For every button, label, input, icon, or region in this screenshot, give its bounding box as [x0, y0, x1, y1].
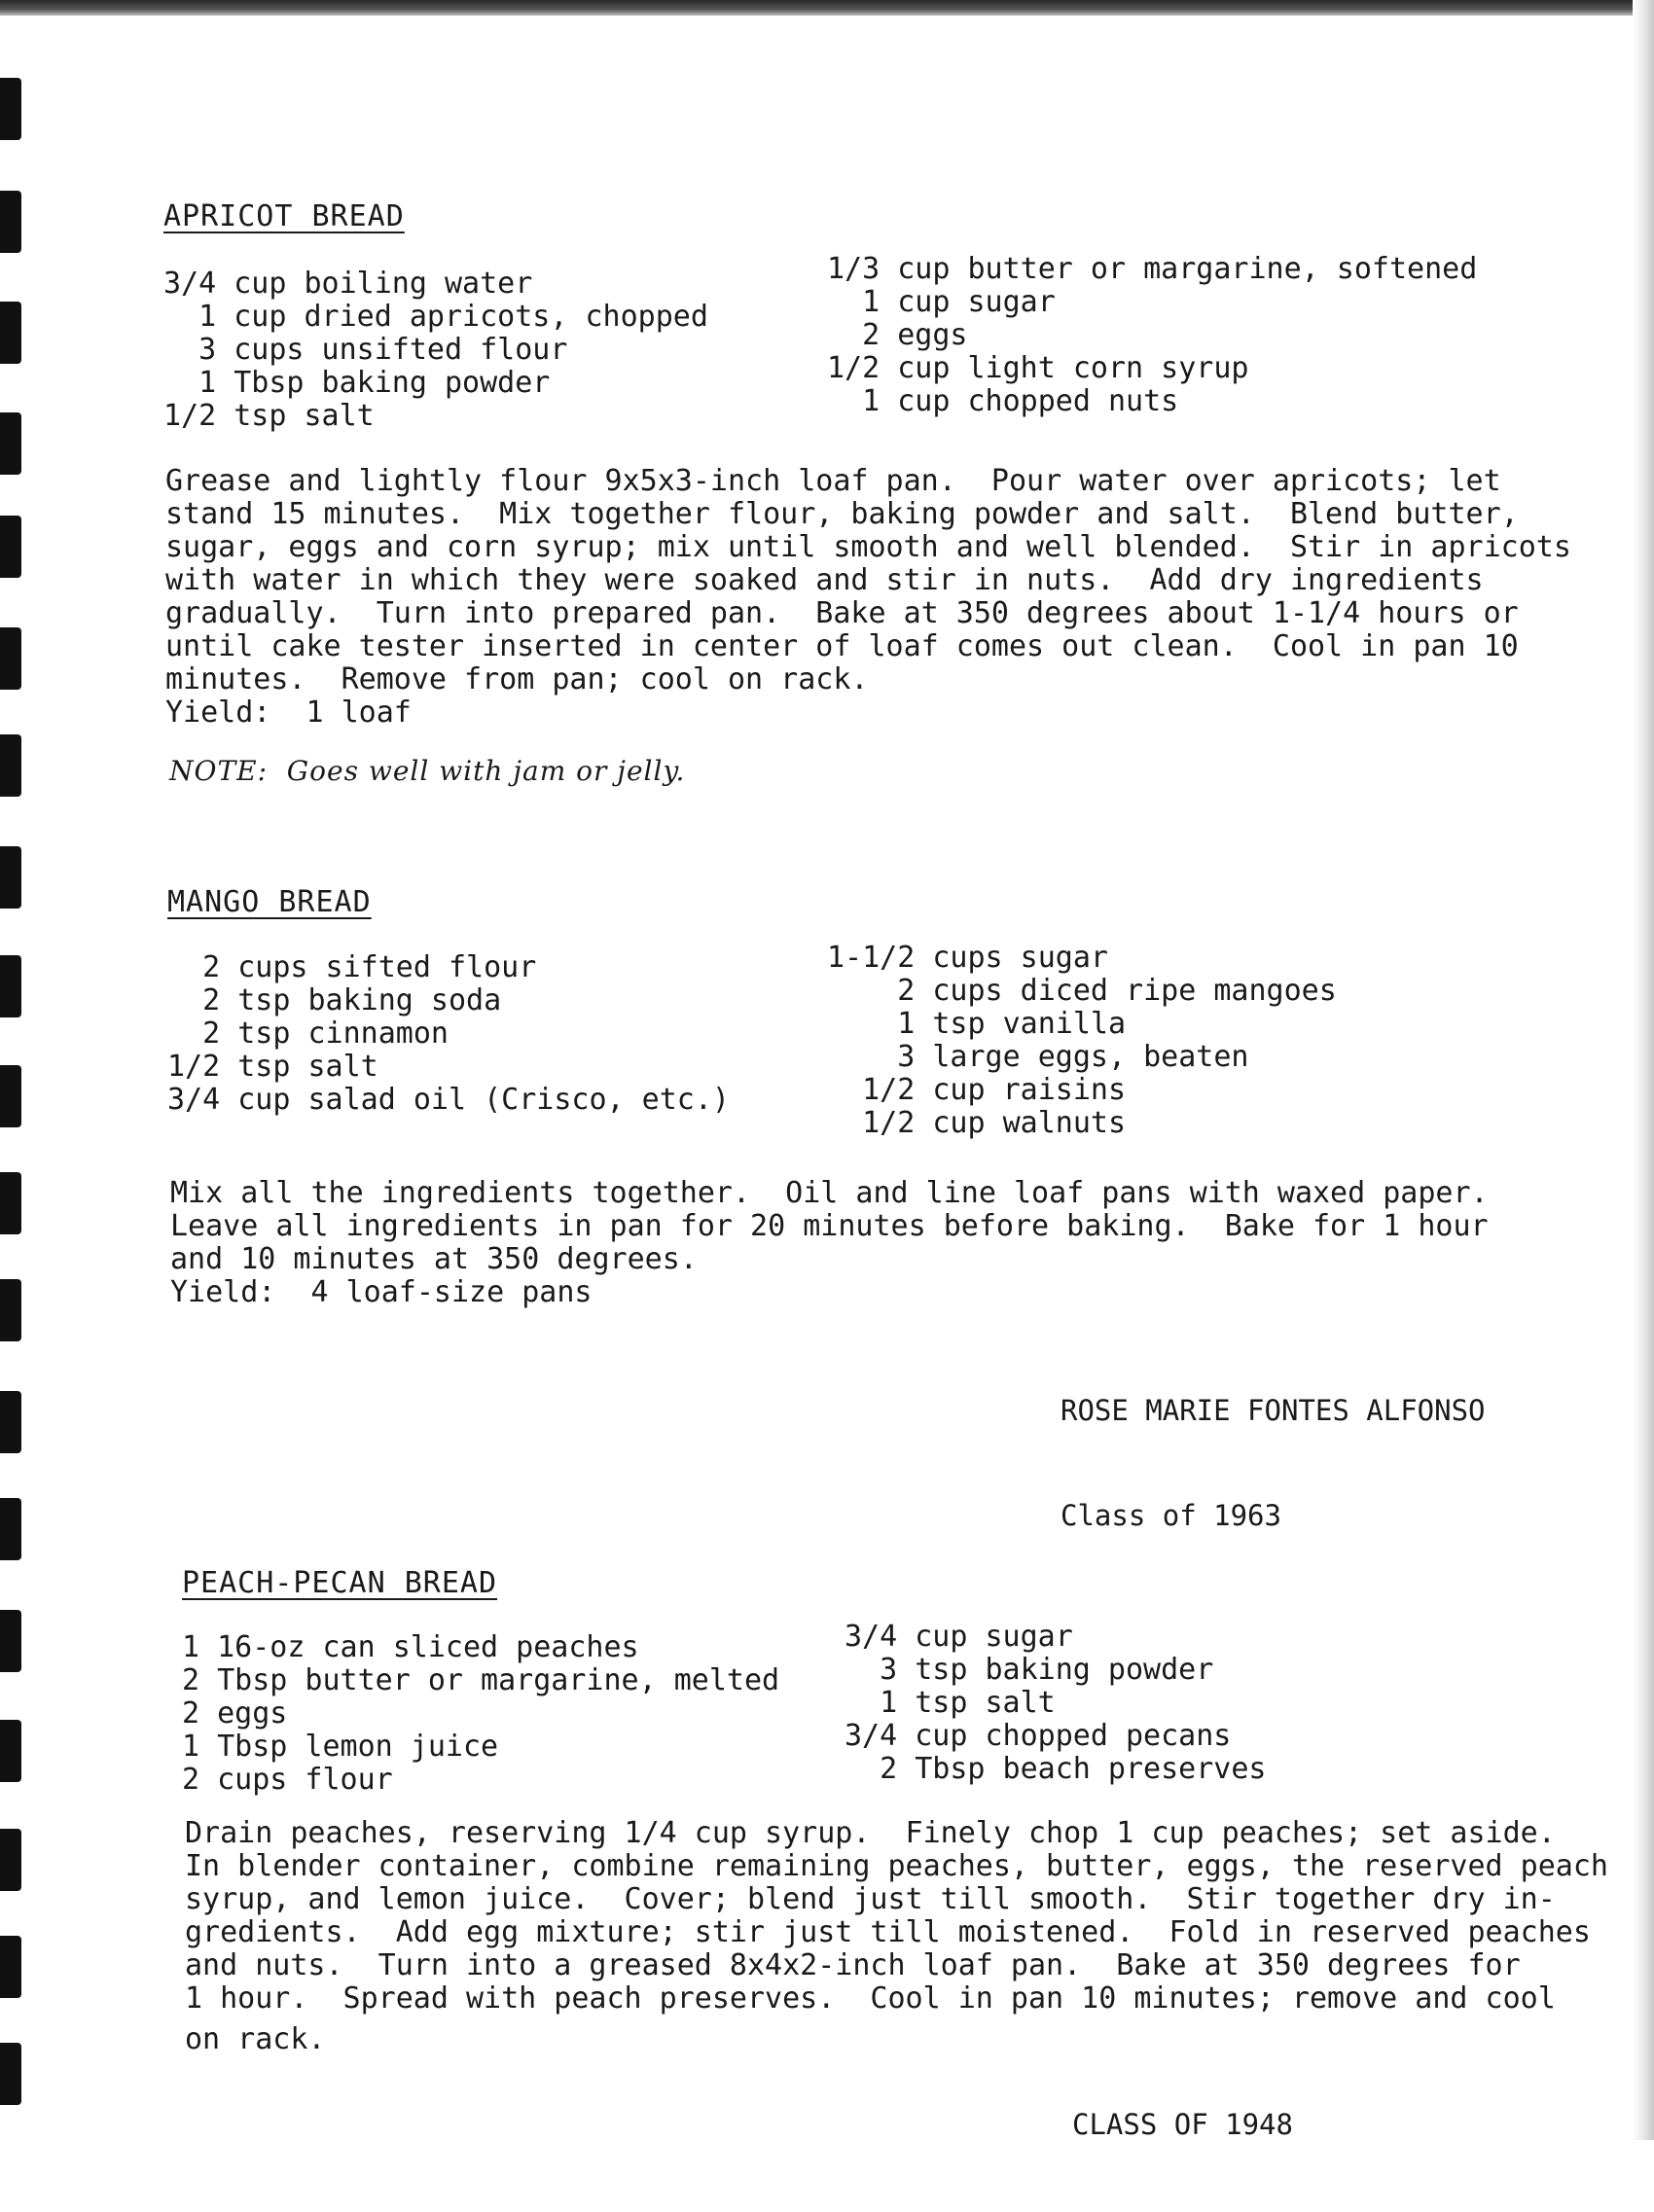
recipe-credit: [1061, 1323, 1486, 1603]
ingredient: 1 cup sugar: [827, 285, 1056, 319]
ingredient: 2 cups sifted flour: [167, 950, 537, 984]
directions-line: Mix all the ingredients together. Oil and line loaf pans with waxed paper.: [170, 1176, 1489, 1210]
ingredient: 1 Tbsp lemon juice: [182, 1730, 499, 1764]
ingredient: 3/4 cup boiling water: [163, 267, 533, 301]
directions-line: sugar, eggs and corn syrup; mix until smooth and well blended. Stir in apricots: [165, 530, 1571, 564]
directions-line: until cake tester inserted in center of loaf comes out clean. Cool in pan 10: [165, 629, 1519, 663]
ingredient: 1 tsp salt: [845, 1686, 1056, 1720]
binding-hole: [0, 1610, 21, 1672]
binding-hole: [0, 302, 21, 364]
recipe-directions: [170, 1177, 1532, 1309]
directions-line: Drain peaches, reserving 1/4 cup syrup. Finely chop 1 cup peaches; set aside.: [185, 1816, 1556, 1850]
ingredient: 1 tsp vanilla: [827, 1007, 1127, 1041]
binding-hole: [0, 1829, 21, 1891]
ingredient: 2 tsp baking soda: [167, 983, 502, 1017]
binding-hole: [0, 516, 21, 578]
ingredient: 1/3 cup butter or margarine, softened: [827, 252, 1478, 286]
ingredient: 1-1/2 cups sugar: [827, 941, 1108, 975]
recipe-title: APRICOT BREAD: [163, 199, 405, 233]
binding-hole: [0, 1065, 21, 1127]
directions-line: In blender container, combine remaining peaches, butter, eggs, the reserved peach: [185, 1849, 1608, 1883]
binding-hole: [0, 1498, 21, 1560]
ingredient: 2 cups diced ripe mangoes: [827, 974, 1337, 1008]
directions-line: gradually. Turn into prepared pan. Bake at 350 degrees about 1-1/4 hours or: [165, 596, 1519, 630]
ingredient: 1/2 tsp salt: [167, 1050, 378, 1084]
directions-line: and 10 minutes at 350 degrees.: [170, 1242, 698, 1276]
directions-line: Grease and lightly flour 9x5x3-inch loaf pan. Pour water over apricots; let: [165, 464, 1501, 498]
ingredient: 2 Tbsp butter or margarine, melted: [182, 1663, 780, 1697]
ingredient: 2 eggs: [182, 1696, 288, 1730]
directions-line: 1 hour. Spread with peach preserves. Cool in pan 10 minutes; remove and cool: [185, 1981, 1556, 2016]
binding-hole: [0, 2043, 21, 2105]
ingredients-left: [182, 1631, 779, 1797]
recipe-title: PEACH-PECAN BREAD: [182, 1566, 498, 1600]
ingredients-right: [827, 942, 1337, 1140]
directions-line: stand 15 minutes. Mix together flour, baking powder and salt. Blend butter,: [165, 497, 1519, 531]
directions-line: and nuts. Turn into a greased 8x4x2-inch loaf pan. Bake at 350 degrees for: [185, 1948, 1521, 1982]
ingredient: 1 16-oz can sliced peaches: [182, 1630, 639, 1664]
ingredients-left: [163, 268, 708, 433]
binding-hole: [0, 1720, 21, 1782]
binding-holes: [0, 0, 39, 2140]
directions-line: with water in which they were soaked and stir in nuts. Add dry ingredients: [165, 563, 1484, 597]
ingredients-right: [827, 253, 1477, 418]
ingredient: 2 eggs: [827, 318, 968, 352]
directions-line: syrup, and lemon juice. Cover; blend just till smooth. Stir together dry in-: [185, 1882, 1556, 1916]
recipe-directions: [165, 464, 1571, 730]
ingredient: 1/2 cup walnuts: [827, 1106, 1127, 1140]
yield-line: Yield: 4 loaf-size pans: [170, 1275, 593, 1309]
binding-hole: [0, 1391, 21, 1453]
directions-line: Leave all ingredients in pan for 20 minutes before baking. Bake for 1 hour: [170, 1209, 1489, 1243]
ingredient: 3/4 cup sugar: [845, 1620, 1073, 1654]
scan-top-edge: [0, 0, 1654, 16]
ingredient: 3/4 cup salad oil (Crisco, etc.): [167, 1083, 730, 1117]
ingredient: 1 cup dried apricots, chopped: [163, 300, 708, 334]
ingredients-right: [845, 1621, 1266, 1786]
scan-right-edge: [1633, 0, 1654, 2140]
binding-hole: [0, 846, 21, 909]
yield-line: Yield: 1 loaf: [165, 696, 412, 730]
binding-hole: [0, 1279, 21, 1341]
binding-hole: [0, 1172, 21, 1234]
ingredient: 3 tsp baking powder: [845, 1653, 1214, 1687]
credit-name: ROSE MARIE FONTES ALFONSO: [1061, 1394, 1486, 1427]
binding-hole: [0, 955, 21, 1017]
binding-hole: [0, 1936, 21, 1998]
ingredient: 2 Tbsp beach preserves: [845, 1752, 1267, 1786]
credit-class: Class of 1963: [1061, 1499, 1281, 1532]
credit-class: CLASS OF 1948: [1072, 2108, 1293, 2141]
binding-hole: [0, 734, 21, 797]
directions-line: on rack.: [185, 2022, 326, 2056]
recipe-note: NOTE: Goes well with jam or jelly.: [169, 755, 686, 787]
recipe-directions: [185, 1816, 1608, 2056]
directions-line: minutes. Remove from pan; cool on rack.: [165, 662, 869, 696]
binding-hole: [0, 627, 21, 690]
ingredient: 3 cups unsifted flour: [163, 333, 568, 367]
ingredient: 2 cups flour: [182, 1763, 393, 1797]
recipe-credit: [1072, 2037, 1293, 2212]
ingredient: 1/2 tsp salt: [163, 399, 375, 433]
recipe-title: MANGO BREAD: [167, 885, 372, 919]
ingredient: 1 Tbsp baking powder: [163, 366, 551, 400]
binding-hole: [0, 78, 21, 140]
ingredient: 1/2 cup raisins: [827, 1073, 1127, 1107]
ingredients-left: [167, 951, 730, 1117]
ingredient: 2 tsp cinnamon: [167, 1017, 449, 1051]
directions-line: gredients. Add egg mixture; stir just till moistened. Fold in reserved peaches: [185, 1915, 1591, 1949]
binding-hole: [0, 191, 21, 253]
ingredient: 3 large eggs, beaten: [827, 1040, 1249, 1074]
ingredient: 1 cup chopped nuts: [827, 384, 1179, 418]
binding-hole: [0, 412, 21, 475]
ingredient: 3/4 cup chopped pecans: [845, 1719, 1232, 1753]
ingredient: 1/2 cup light corn syrup: [827, 351, 1249, 385]
